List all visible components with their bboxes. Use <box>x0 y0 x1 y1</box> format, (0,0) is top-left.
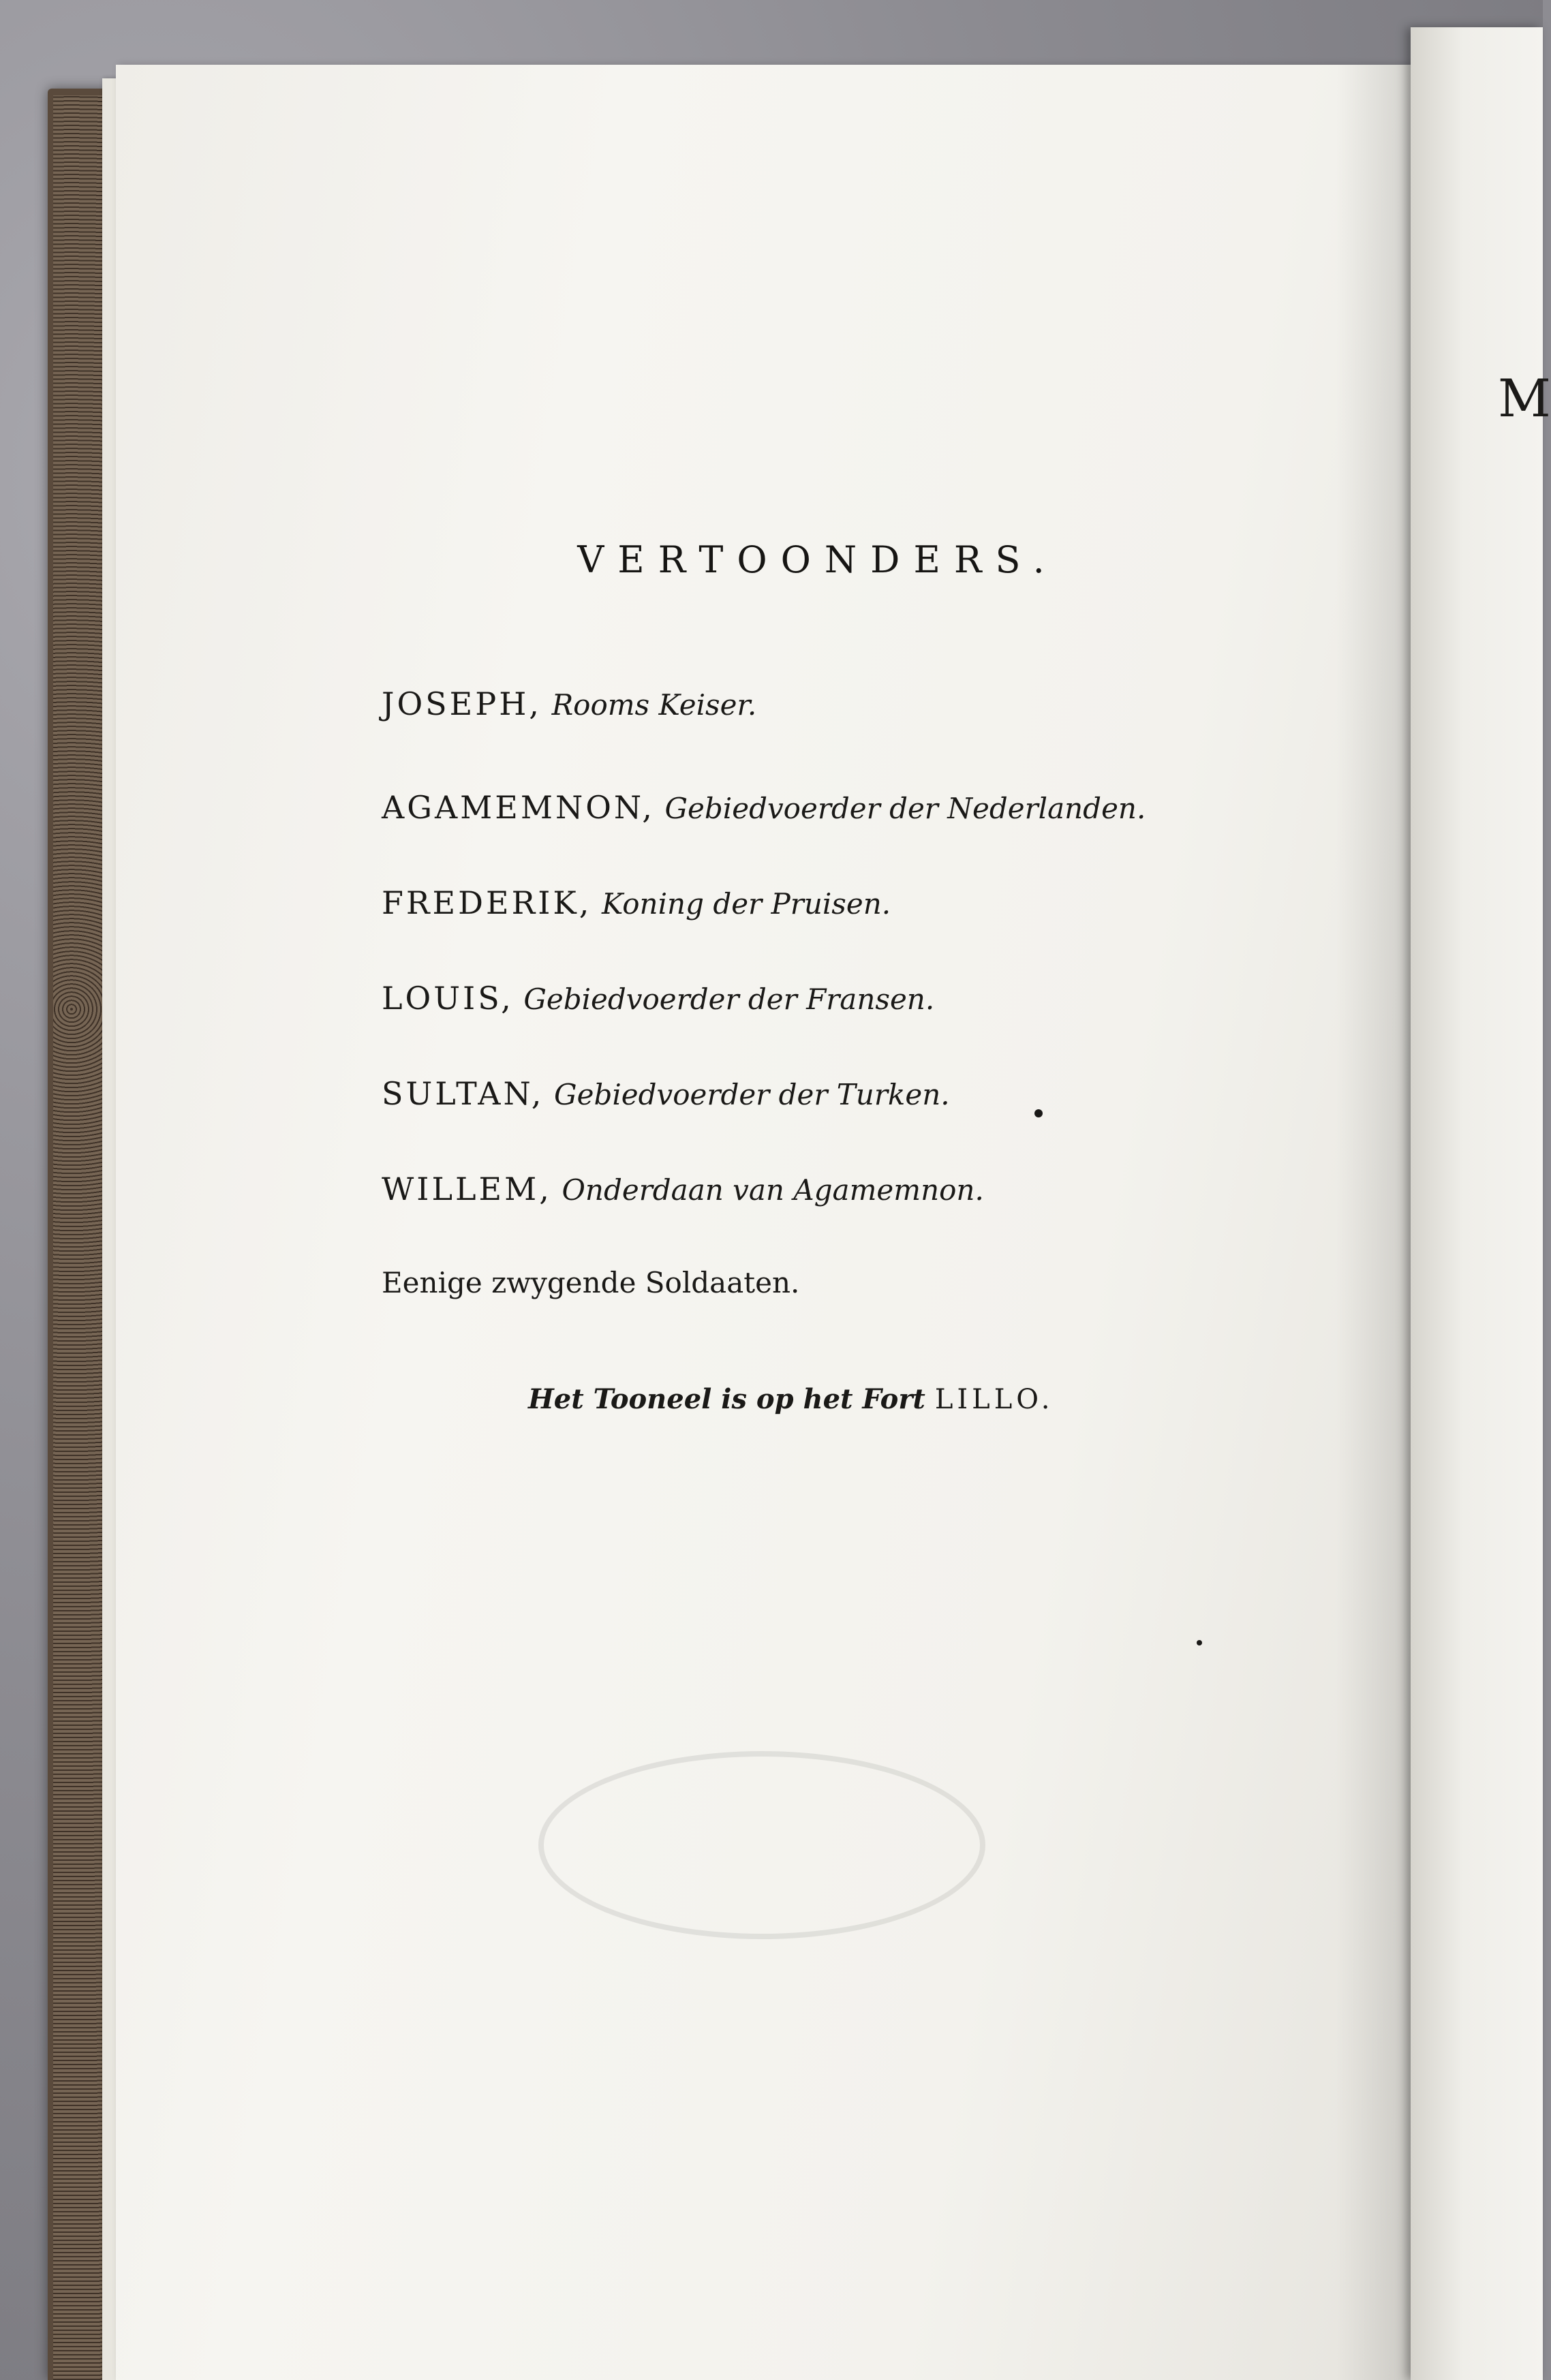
ink-speck <box>1034 1109 1043 1117</box>
scene-place: LILLO. <box>934 1384 1054 1415</box>
ink-speck <box>1197 1640 1202 1645</box>
scene-note <box>528 1383 1054 1415</box>
cast-entry-soldiers: Eenige zwygende Soldaaten. <box>382 1266 800 1299</box>
cast-entry-agamemnon <box>382 789 1146 826</box>
character-role: Koning der Pruisen. <box>602 887 891 921</box>
cast-entry-louis <box>382 980 935 1017</box>
cast-entry-sultan <box>382 1075 950 1112</box>
left-page <box>116 65 1411 2380</box>
cast-entry-joseph <box>382 685 757 722</box>
character-role: Onderdaan van Agamemnon. <box>562 1173 984 1207</box>
character-name: AGAMEMNON, <box>382 789 655 826</box>
character-role: Gebiedvoerder der Fransen. <box>523 983 935 1016</box>
character-role: Rooms Keiser. <box>551 688 757 722</box>
cast-entry-willem <box>382 1173 984 1205</box>
character-name: SULTAN, <box>382 1075 544 1112</box>
page-heading: VERTOONDERS. <box>577 538 1058 581</box>
right-page-initial: M <box>1498 368 1551 429</box>
show-through-stamp <box>538 1751 985 1939</box>
character-name: FREDERIK, <box>382 884 592 921</box>
cast-entry-frederik <box>382 884 891 921</box>
character-role: Gebiedvoerder der Nederlanden. <box>664 792 1146 825</box>
scene-prefix: Het Tooneel is op het Fort <box>528 1383 925 1415</box>
character-name: LOUIS, <box>382 980 514 1017</box>
gutter-shadow <box>1336 65 1411 2380</box>
right-page-edge <box>1411 27 1551 2380</box>
character-role: Gebiedvoerder der Turken. <box>554 1078 950 1111</box>
character-name: WILLEM, <box>382 1171 552 1207</box>
character-name: JOSEPH, <box>382 685 542 722</box>
